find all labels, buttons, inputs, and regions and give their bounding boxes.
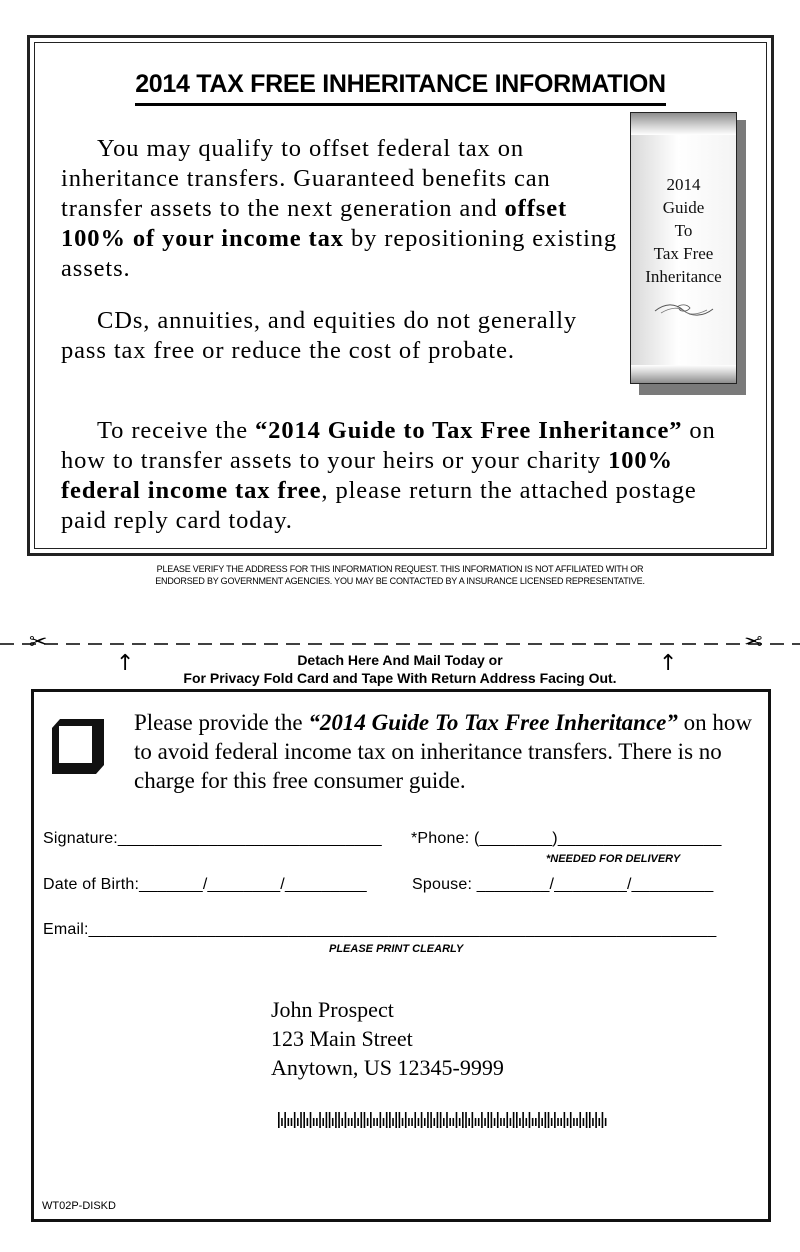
booklet-line-3: To xyxy=(674,221,693,240)
barcode-bar xyxy=(440,1112,442,1128)
barcode-bar xyxy=(278,1112,280,1128)
barcode-bar xyxy=(319,1112,321,1128)
barcode-bar xyxy=(288,1118,290,1126)
barcode-bar xyxy=(557,1118,559,1126)
paragraph-3 xyxy=(61,416,741,536)
barcode-bar xyxy=(395,1112,397,1128)
barcode-bar xyxy=(541,1118,543,1126)
barcode-bar xyxy=(475,1118,477,1126)
barcode-bar xyxy=(522,1112,524,1128)
paragraph-2-text: CDs, annuities, and equities do not generally pass tax free or reduce the cost of probate. xyxy=(61,307,578,364)
barcode-bar xyxy=(307,1118,309,1126)
barcode-bar xyxy=(326,1112,328,1128)
barcode-bar xyxy=(433,1118,435,1126)
barcode-bar xyxy=(348,1118,350,1126)
barcode-bar xyxy=(443,1118,445,1126)
postal-barcode xyxy=(278,1110,608,1132)
booklet-line-2: Guide xyxy=(662,198,705,217)
headline xyxy=(30,70,771,106)
phone-field[interactable]: *Phone: (________)__________________ xyxy=(411,830,722,847)
disclaimer-line-1: PLEASE VERIFY THE ADDRESS FOR THIS INFORMATION REQUEST. THIS INFORMATION IS NOT AFFILIATED WITH OR xyxy=(156,564,644,574)
barcode-bar xyxy=(491,1112,493,1128)
barcode-bar xyxy=(529,1112,531,1128)
barcode-bar xyxy=(357,1118,359,1126)
paragraph-3-text-b: on how to transfer assets to your heirs or your charity xyxy=(61,417,716,474)
barcode-bar xyxy=(481,1112,483,1128)
barcode-bar xyxy=(281,1118,283,1126)
barcode-bar xyxy=(313,1118,315,1126)
address-name: John Prospect xyxy=(271,997,394,1022)
barcode-bar xyxy=(427,1112,429,1128)
barcode-bar xyxy=(579,1112,581,1128)
card-code: WT02P-DISKD xyxy=(42,1200,116,1212)
barcode-bar xyxy=(560,1118,562,1126)
request-text-a: Please provide the xyxy=(134,710,309,735)
detach-dashed-line xyxy=(0,643,800,645)
barcode-bar xyxy=(516,1112,518,1128)
barcode-bar xyxy=(389,1112,391,1128)
barcode-bar xyxy=(345,1112,347,1128)
barcode-bar xyxy=(329,1112,331,1128)
scissors-icon-right: ✂ xyxy=(744,630,763,655)
barcode-bar xyxy=(500,1118,502,1126)
barcode-bar xyxy=(449,1118,451,1126)
barcode-bar xyxy=(605,1118,607,1126)
barcode-bar xyxy=(564,1112,566,1128)
barcode-bar xyxy=(373,1118,375,1126)
barcode-bar xyxy=(554,1112,556,1128)
guide-booklet-image xyxy=(630,112,737,384)
barcode-bar xyxy=(513,1112,515,1128)
request-text-b: on how to avoid federal income tax on inheritance transfers. There is no charge for this free consumer guide. xyxy=(134,710,753,793)
barcode-bar xyxy=(598,1118,600,1126)
barcode-bar xyxy=(583,1118,585,1126)
barcode-bar xyxy=(370,1112,372,1128)
barcode-bar xyxy=(297,1118,299,1126)
barcode-bar xyxy=(567,1118,569,1126)
barcode-bar xyxy=(310,1112,312,1128)
barcode-bar xyxy=(284,1112,286,1128)
detach-line-1: Detach Here And Mail Today or xyxy=(297,652,503,668)
barcode-bar xyxy=(341,1118,343,1126)
barcode-bar xyxy=(535,1118,537,1126)
barcode-bar xyxy=(361,1112,363,1128)
barcode-bar xyxy=(538,1112,540,1128)
request-guide-title: “2014 Guide To Tax Free Inheritance” xyxy=(308,710,678,735)
barcode-bar xyxy=(506,1112,508,1128)
scissors-icon-left: ✂ xyxy=(29,630,48,655)
barcode-bar xyxy=(595,1112,597,1128)
barcode-bar xyxy=(338,1112,340,1128)
barcode-bar xyxy=(551,1118,553,1126)
barcode-bar xyxy=(586,1112,588,1128)
barcode-bar xyxy=(494,1118,496,1126)
barcode-bar xyxy=(465,1112,467,1128)
barcode-bar xyxy=(472,1112,474,1128)
request-statement xyxy=(134,708,759,795)
booklet-line-4: Tax Free xyxy=(653,244,714,263)
address-city: Anytown, US 12345-9999 xyxy=(271,1055,504,1080)
barcode-bar xyxy=(351,1118,353,1126)
barcode-bar xyxy=(446,1112,448,1128)
barcode-bar xyxy=(380,1112,382,1128)
paragraph-3-bold: 100% federal income tax free xyxy=(61,447,673,504)
barcode-bar xyxy=(545,1112,547,1128)
barcode-bar xyxy=(354,1112,356,1128)
barcode-bar xyxy=(570,1112,572,1128)
booklet-title xyxy=(631,173,736,288)
barcode-bar xyxy=(303,1112,305,1128)
up-arrow-icon-right: ↑ xyxy=(659,651,678,676)
barcode-bar xyxy=(386,1112,388,1128)
disclaimer-line-2: ENDORSED BY GOVERNMENT AGENCIES. YOU MAY BE CONTACTED BY A INSURANCE LICENSED REPRESENTATIVE. xyxy=(155,576,645,586)
paragraph-2 xyxy=(61,306,601,366)
mailing-address xyxy=(271,995,504,1082)
barcode-bar xyxy=(418,1118,420,1126)
barcode-bar xyxy=(453,1118,455,1126)
barcode-bar xyxy=(411,1118,413,1126)
booklet-bottom-band xyxy=(631,365,736,383)
paragraph-1-text-a: You may qualify to offset federal tax on inheritance transfers. Guaranteed benefits can transfer assets to the next generation and xyxy=(61,135,551,222)
paragraph-3-text-c: , please return the attached postage paid reply card today. xyxy=(61,477,697,534)
print-clearly-note: PLEASE PRINT CLEARLY xyxy=(329,943,464,955)
up-arrow-icon-left: ↑ xyxy=(116,651,135,676)
barcode-bar xyxy=(510,1118,512,1126)
barcode-bar xyxy=(503,1118,505,1126)
barcode-bar xyxy=(392,1118,394,1126)
barcode-bar xyxy=(424,1118,426,1126)
barcode-bar xyxy=(332,1118,334,1126)
barcode-bar xyxy=(300,1112,302,1128)
disclaimer xyxy=(80,563,720,587)
detach-line-2: For Privacy Fold Card and Tape With Return Address Facing Out. xyxy=(183,670,617,686)
paragraph-1 xyxy=(61,134,621,284)
barcode-bar xyxy=(532,1118,534,1126)
paragraph-3-text-a: To receive the xyxy=(97,417,256,444)
barcode-bar xyxy=(497,1112,499,1128)
barcode-bar xyxy=(484,1118,486,1126)
barcode-bar xyxy=(316,1118,318,1126)
reply-card xyxy=(31,689,771,1222)
barcode-bar xyxy=(399,1112,401,1128)
paragraph-1-text-b: by repositioning existing assets. xyxy=(61,225,618,282)
barcode-bar xyxy=(335,1112,337,1128)
booklet-line-1: 2014 xyxy=(666,175,701,194)
barcode-bar xyxy=(519,1118,521,1126)
phone-needed-note: *NEEDED FOR DELIVERY xyxy=(546,853,681,865)
barcode-bar xyxy=(468,1118,470,1126)
spouse-dob-field[interactable]: Spouse: ________/________/_________ xyxy=(412,876,714,893)
barcode-bar xyxy=(478,1118,480,1126)
barcode-bar xyxy=(526,1118,528,1126)
barcode-bar xyxy=(402,1118,404,1126)
barcode-bar xyxy=(592,1118,594,1126)
barcode-bar xyxy=(456,1112,458,1128)
barcode-bar xyxy=(322,1118,324,1126)
address-street: 123 Main Street xyxy=(271,1026,413,1051)
detach-instructions xyxy=(150,651,650,687)
email-field[interactable]: Email:_____________________________________________________________________ xyxy=(43,921,717,938)
barcode-bar xyxy=(437,1112,439,1128)
ornament-flourish-icon xyxy=(653,301,715,319)
barcode-bar xyxy=(421,1112,423,1128)
barcode-bar xyxy=(383,1118,385,1126)
barcode-bar xyxy=(602,1112,604,1128)
barcode-bar xyxy=(408,1118,410,1126)
barcode-bar xyxy=(291,1118,293,1126)
booklet-line-5: Inheritance xyxy=(645,267,722,286)
barcode-bar xyxy=(405,1112,407,1128)
headline-text: 2014 TAX FREE INHERITANCE INFORMATION xyxy=(135,70,666,106)
request-checkbox[interactable] xyxy=(52,719,104,774)
barcode-bar xyxy=(589,1112,591,1128)
barcode-bar xyxy=(548,1112,550,1128)
barcode-bar xyxy=(430,1112,432,1128)
barcode-bar xyxy=(367,1118,369,1126)
barcode-bar xyxy=(364,1112,366,1128)
paragraph-1-bold: offset 100% of your income tax xyxy=(61,195,568,252)
barcode-bar xyxy=(414,1112,416,1128)
barcode-bar xyxy=(576,1118,578,1126)
barcode-bar xyxy=(487,1112,489,1128)
paragraph-3-guide-title: “2014 Guide to Tax Free Inheritance” xyxy=(255,417,683,444)
barcode-bar xyxy=(376,1118,378,1126)
barcode-bar xyxy=(462,1112,464,1128)
barcode-bar xyxy=(294,1112,296,1128)
booklet-top-band xyxy=(631,113,736,135)
barcode-bar xyxy=(459,1118,461,1126)
barcode-bar xyxy=(573,1118,575,1126)
signature-field[interactable]: Signature:_____________________________ xyxy=(43,830,382,847)
date-of-birth-field[interactable]: Date of Birth:_______/________/_________ xyxy=(43,876,367,893)
